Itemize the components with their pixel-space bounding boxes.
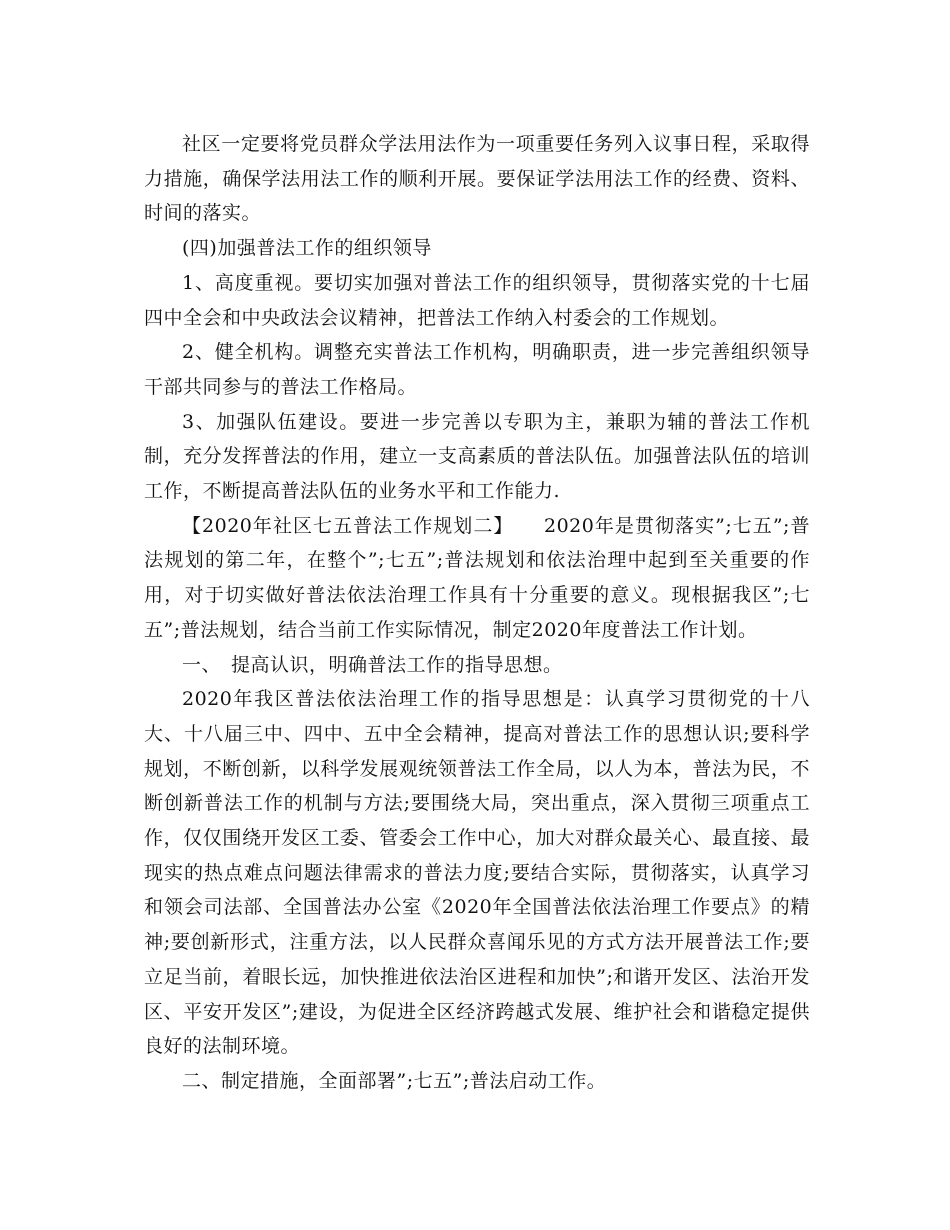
paragraph: 【2020年社区七五普法工作规划二】 2020年是贯彻落实”;七五”;普法规划的第二年，在整个”;七五”;普法规划和依法治理中起到至关重要的作用，对于切实做好普法依法治理工作具有十分重要的意义。现根据我区”;七五”;普法规划，结合当前工作实际情况，制定2020年度普法工作计划。 [144,514,810,641]
section-heading: 二、制定措施，全面部署”;七五”;普法启动工作。 [182,1069,607,1092]
paragraph: 3、加强队伍建设。要进一步完善以专职为主，兼职为辅的普法工作机制，充分发挥普法的作用，建立一支高素质的普法队伍。加强普法队伍的培训工作，不断提高普法队伍的业务水平和工作能力. [144,410,810,503]
paragraph: 1、高度重视。要切实加强对普法工作的组织领导，贯彻落实党的十七届四中全会和中央政法会议精神，把普法工作纳入村委会的工作规划。 [144,271,810,329]
section-heading: 一、 提高认识，明确普法工作的指导思想。 [182,653,563,676]
paragraph: 2020年我区普法依法治理工作的指导思想是：认真学习贯彻党的十八大、十八届三中、四中、五中全会精神，提高对普法工作的思想认识;要科学规划，不断创新，以科学发展观统领普法工作全局，以人为本，普法为民，不断创新普法工作的机制与方法;要围绕大局，突出重点，深入贯彻三项重点工作，仅仅围绕开发区工委、管委会工作中心，加大对群众最关心、最直接、最现实的热点难点问题法律需求的普法力度;要结合实际，贯彻落实，认真学习和领会司法部、全国普法办公室《2020年全国普法依法治理工作要点》的精神;要创新形式，注重方法，以人民群众喜闻乐见的方式方法开展普法工作;要立足当前，着眼长远，加快推进依法治区进程和加快”;和谐开发区、法治开发区、平安开发区”;建设，为促进全区经济跨越式发展、维护社会和谐稳定提供良好的法制环境。 [144,688,810,1058]
document-body [144,127,810,1099]
section-heading: (四)加强普法工作的组织领导 [182,237,432,260]
paragraph: 2、健全机构。调整充实普法工作机构，明确职责，进一步完善组织领导干部共同参与的普法工作格局。 [144,341,810,398]
paragraph: 社区一定要将党员群众学法用法作为一项重要任务列入议事日程，采取得力措施，确保学法用法工作的顺利开展。要保证学法用法工作的经费、资料、时间的落实。 [144,133,810,225]
